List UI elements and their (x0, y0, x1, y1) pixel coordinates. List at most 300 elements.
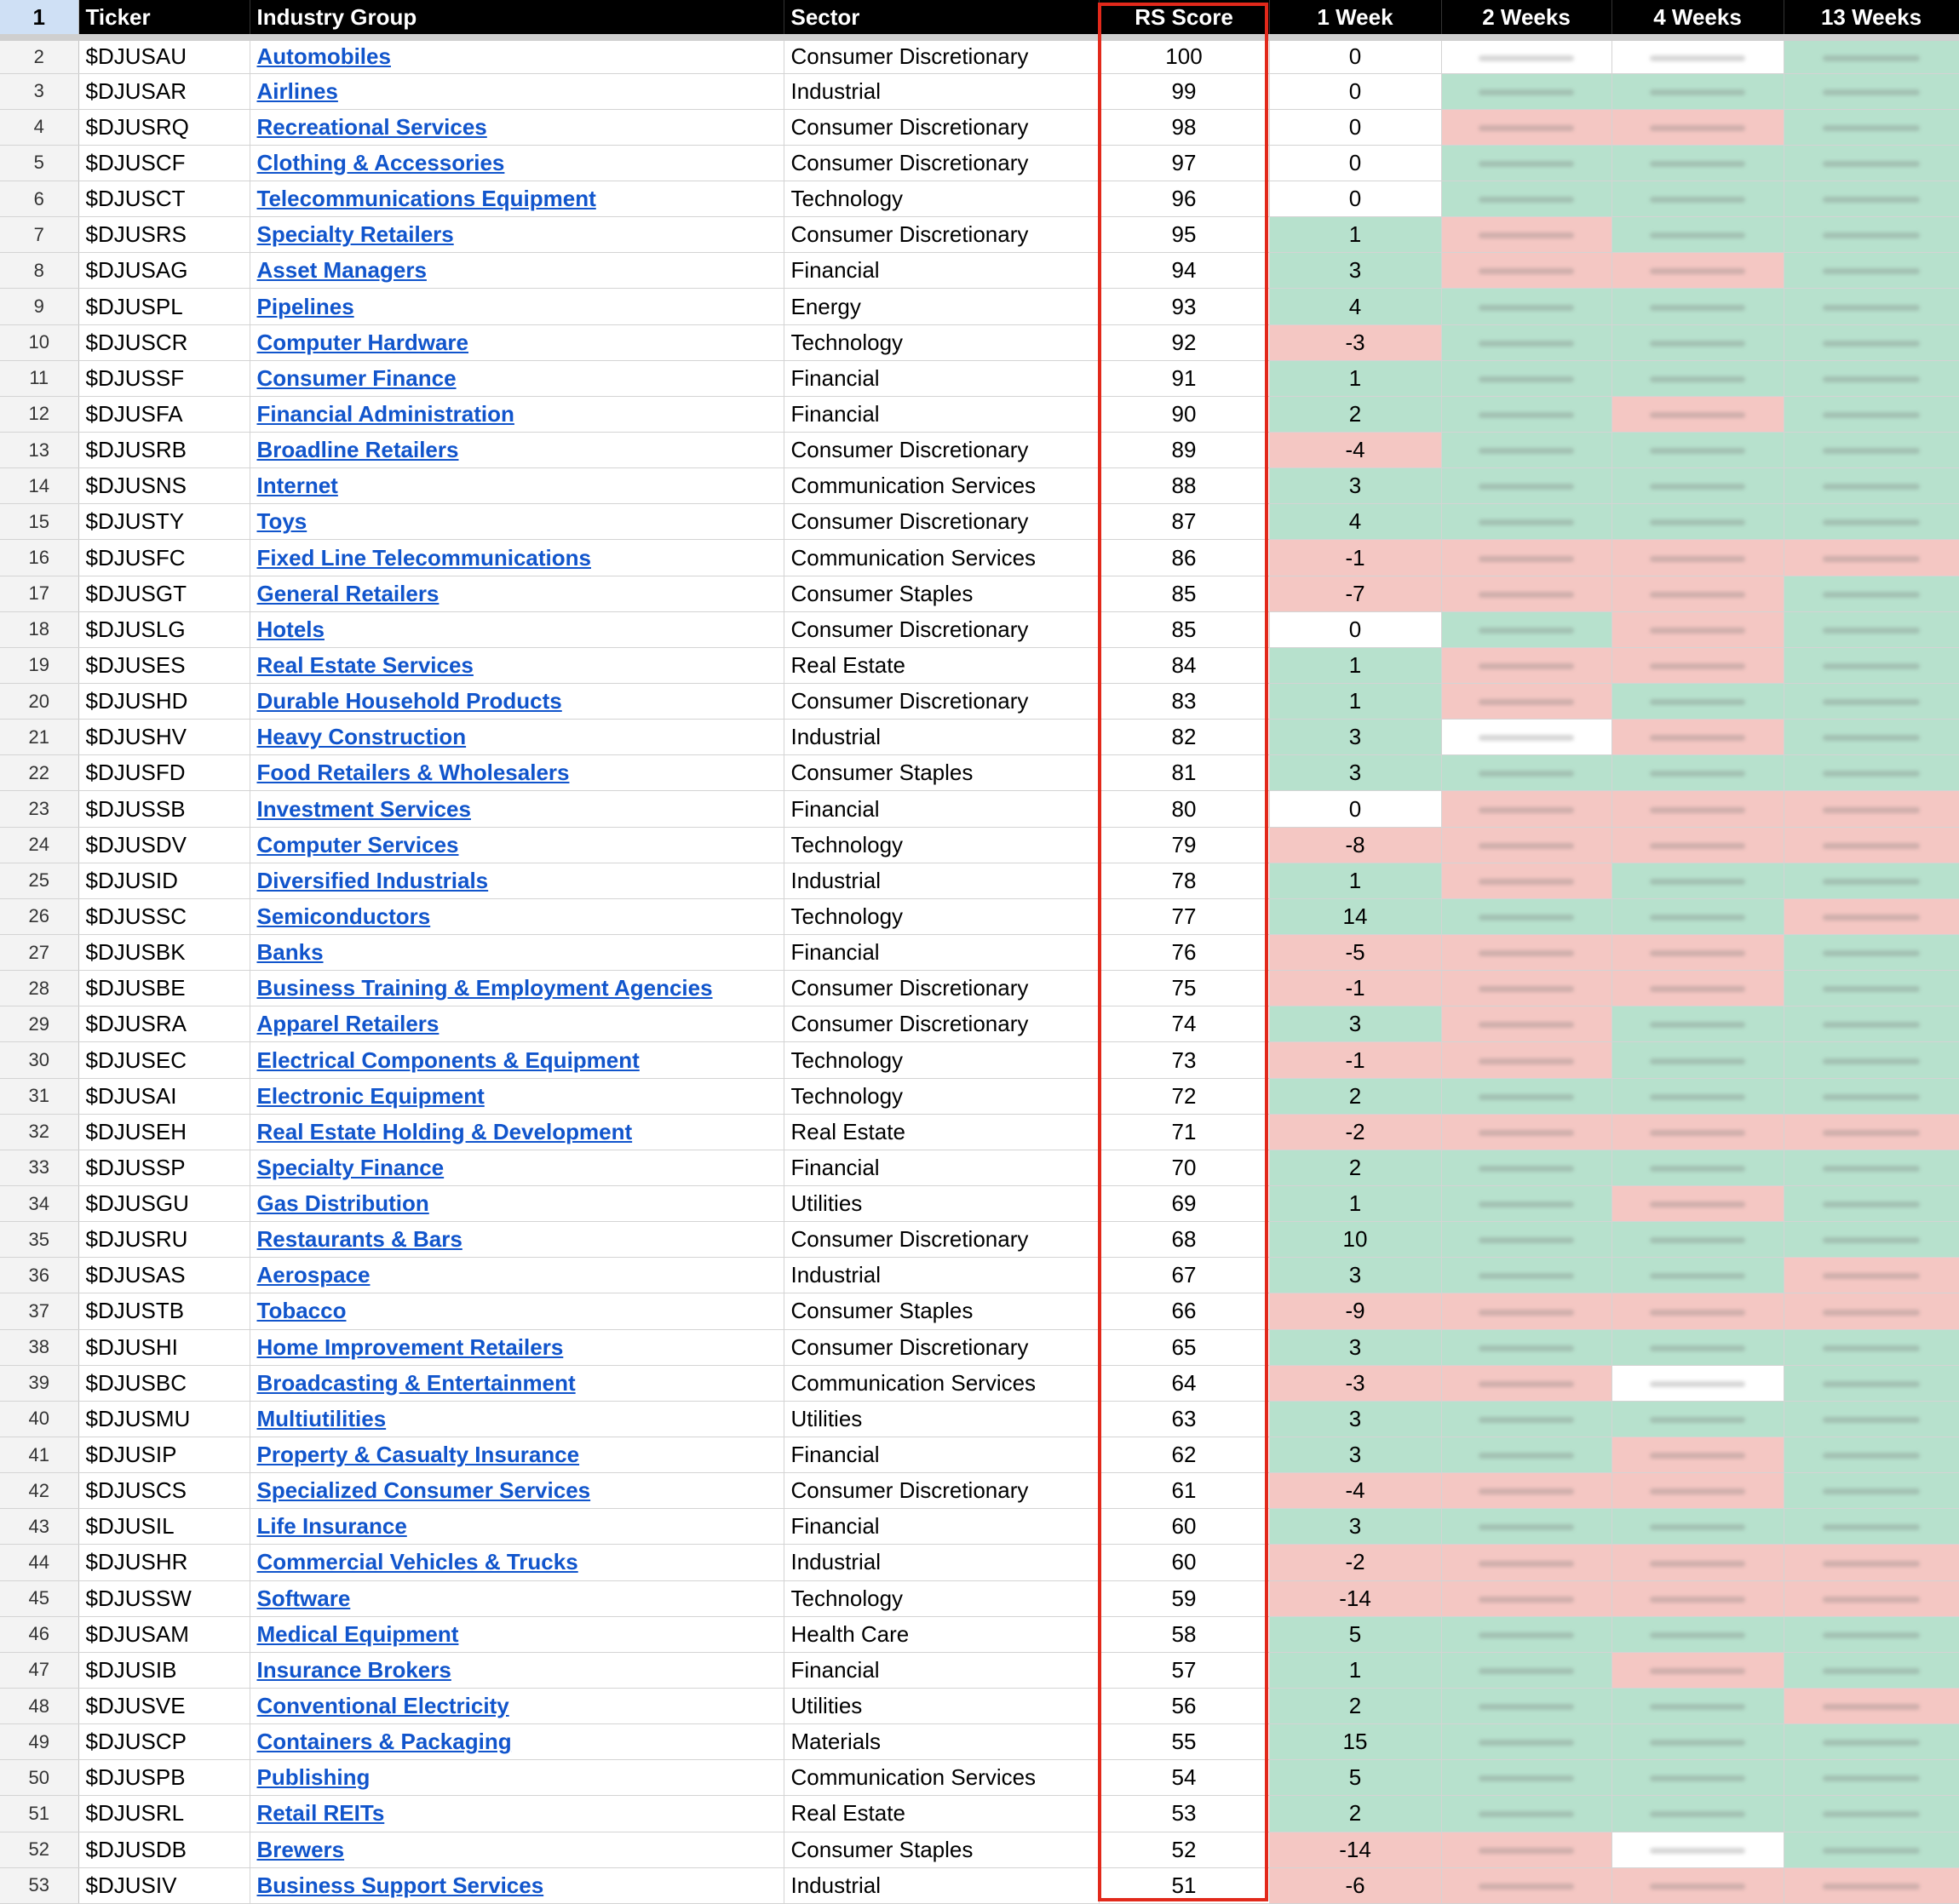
week-1-change-cell[interactable]: 5 (1269, 1760, 1441, 1796)
ticker-cell[interactable]: $DJUSIB (78, 1652, 250, 1688)
table-row[interactable] (0, 1114, 1959, 1150)
rs-score-cell[interactable]: 56 (1099, 1688, 1269, 1723)
rs-score-cell[interactable]: 80 (1099, 791, 1269, 827)
week-13-change-cell-redacted[interactable] (1784, 576, 1959, 611)
rs-score-cell[interactable]: 62 (1099, 1437, 1269, 1472)
sector-cell[interactable]: Financial (784, 1150, 1099, 1185)
rs-score-cell[interactable]: 51 (1099, 1867, 1269, 1903)
industry-group-link[interactable]: Containers & Packaging (256, 1729, 512, 1755)
week-13-change-cell-redacted[interactable] (1784, 73, 1959, 109)
week-4-change-cell-redacted[interactable] (1611, 1580, 1784, 1616)
table-row[interactable] (0, 755, 1959, 791)
row-number[interactable]: 2 (0, 37, 78, 73)
week-1-change-cell[interactable]: 2 (1269, 1150, 1441, 1185)
table-row[interactable] (0, 935, 1959, 971)
table-row[interactable] (0, 1329, 1959, 1365)
week-2-change-cell-redacted[interactable] (1441, 684, 1611, 720)
week-1-change-cell[interactable]: 1 (1269, 360, 1441, 396)
week-2-change-cell-redacted[interactable] (1441, 181, 1611, 217)
ticker-cell[interactable]: $DJUSDV (78, 827, 250, 863)
week-13-change-cell-redacted[interactable] (1784, 1401, 1959, 1437)
rs-score-cell[interactable]: 77 (1099, 898, 1269, 934)
sector-cell[interactable]: Consumer Staples (784, 755, 1099, 791)
row-number[interactable]: 46 (0, 1616, 78, 1652)
week-13-change-cell-redacted[interactable] (1784, 863, 1959, 898)
sector-cell[interactable]: Financial (784, 1652, 1099, 1688)
table-row[interactable] (0, 468, 1959, 504)
week-1-change-cell[interactable]: -14 (1269, 1832, 1441, 1867)
rs-score-cell[interactable]: 88 (1099, 468, 1269, 504)
ticker-cell[interactable]: $DJUSAR (78, 73, 250, 109)
rs-score-cell[interactable]: 57 (1099, 1652, 1269, 1688)
week-13-change-cell-redacted[interactable] (1784, 791, 1959, 827)
industry-group-link[interactable]: Asset Managers (256, 257, 427, 284)
industry-group-link[interactable]: Recreational Services (256, 113, 487, 140)
sector-cell[interactable]: Utilities (784, 1186, 1099, 1222)
week-2-change-cell-redacted[interactable] (1441, 289, 1611, 324)
week-13-change-cell-redacted[interactable] (1784, 1760, 1959, 1796)
ticker-cell[interactable]: $DJUSSB (78, 791, 250, 827)
table-row[interactable] (0, 1042, 1959, 1078)
week-2-change-cell-redacted[interactable] (1441, 324, 1611, 360)
week-13-change-cell-redacted[interactable] (1784, 433, 1959, 468)
sector-cell[interactable]: Financial (784, 935, 1099, 971)
table-row[interactable] (0, 1437, 1959, 1472)
week-13-change-cell-redacted[interactable] (1784, 1832, 1959, 1867)
row-number[interactable]: 44 (0, 1545, 78, 1580)
table-row[interactable] (0, 396, 1959, 432)
industry-group-link[interactable]: Broadline Retailers (256, 437, 459, 463)
sector-cell[interactable]: Consumer Discretionary (784, 971, 1099, 1006)
industry-group-link[interactable]: Business Support Services (256, 1872, 544, 1898)
rs-score-cell[interactable]: 85 (1099, 611, 1269, 647)
week-2-change-cell-redacted[interactable] (1441, 720, 1611, 755)
industry-group-link[interactable]: Home Improvement Retailers (256, 1333, 564, 1360)
rs-score-cell[interactable]: 97 (1099, 145, 1269, 181)
sector-cell[interactable]: Communication Services (784, 540, 1099, 576)
row-number[interactable]: 23 (0, 791, 78, 827)
industry-group-link[interactable]: Heavy Construction (256, 724, 467, 750)
week-4-change-cell-redacted[interactable] (1611, 1437, 1784, 1472)
table-row[interactable] (0, 1150, 1959, 1185)
week-13-change-cell-redacted[interactable] (1784, 1724, 1959, 1760)
week-13-change-cell-redacted[interactable] (1784, 360, 1959, 396)
sector-cell[interactable]: Consumer Discretionary (784, 611, 1099, 647)
table-row[interactable] (0, 1580, 1959, 1616)
week-1-change-cell[interactable]: -1 (1269, 971, 1441, 1006)
week-13-change-cell-redacted[interactable] (1784, 145, 1959, 181)
week-13-change-cell-redacted[interactable] (1784, 1652, 1959, 1688)
week-13-change-cell-redacted[interactable] (1784, 684, 1959, 720)
table-row[interactable] (0, 181, 1959, 217)
week-4-change-cell-redacted[interactable] (1611, 540, 1784, 576)
industry-group-link[interactable]: Real Estate Services (256, 651, 474, 678)
industry-group-link[interactable]: Electrical Components & Equipment (256, 1047, 640, 1073)
ticker-cell[interactable]: $DJUSEH (78, 1114, 250, 1150)
rs-score-cell[interactable]: 72 (1099, 1078, 1269, 1114)
table-row[interactable] (0, 1545, 1959, 1580)
sector-cell[interactable]: Technology (784, 1042, 1099, 1078)
table-row[interactable] (0, 1222, 1959, 1258)
week-13-change-cell-redacted[interactable] (1784, 217, 1959, 253)
industry-group-link[interactable]: Specialty Retailers (256, 221, 454, 248)
row-number[interactable]: 51 (0, 1796, 78, 1832)
ticker-cell[interactable]: $DJUSES (78, 647, 250, 683)
week-1-change-cell[interactable]: 3 (1269, 720, 1441, 755)
table-row[interactable] (0, 1365, 1959, 1401)
industry-group-link[interactable]: Property & Casualty Insurance (256, 1442, 580, 1468)
sector-cell[interactable]: Consumer Staples (784, 576, 1099, 611)
ticker-cell[interactable]: $DJUSRB (78, 433, 250, 468)
column-header-4-weeks[interactable]: 4 Weeks (1611, 0, 1784, 37)
sector-cell[interactable]: Communication Services (784, 468, 1099, 504)
week-4-change-cell-redacted[interactable] (1611, 1114, 1784, 1150)
week-1-change-cell[interactable]: 3 (1269, 1437, 1441, 1472)
ticker-cell[interactable]: $DJUSFD (78, 755, 250, 791)
row-number[interactable]: 34 (0, 1186, 78, 1222)
sector-cell[interactable]: Financial (784, 360, 1099, 396)
week-1-change-cell[interactable]: 3 (1269, 468, 1441, 504)
row-number[interactable]: 3 (0, 73, 78, 109)
week-2-change-cell-redacted[interactable] (1441, 898, 1611, 934)
ticker-cell[interactable]: $DJUSLG (78, 611, 250, 647)
ticker-cell[interactable]: $DJUSCP (78, 1724, 250, 1760)
row-number[interactable]: 10 (0, 324, 78, 360)
industry-group-link[interactable]: Publishing (256, 1764, 371, 1791)
rs-score-cell[interactable]: 55 (1099, 1724, 1269, 1760)
week-4-change-cell-redacted[interactable] (1611, 1832, 1784, 1867)
week-2-change-cell-redacted[interactable] (1441, 1293, 1611, 1329)
table-row[interactable] (0, 1688, 1959, 1723)
week-4-change-cell-redacted[interactable] (1611, 791, 1784, 827)
week-4-change-cell-redacted[interactable] (1611, 433, 1784, 468)
ticker-cell[interactable]: $DJUSAU (78, 37, 250, 73)
week-2-change-cell-redacted[interactable] (1441, 863, 1611, 898)
row-number[interactable]: 16 (0, 540, 78, 576)
table-row[interactable] (0, 863, 1959, 898)
industry-group-link[interactable]: Business Training & Employment Agencies (256, 975, 713, 1001)
week-2-change-cell-redacted[interactable] (1441, 504, 1611, 540)
week-13-change-cell-redacted[interactable] (1784, 755, 1959, 791)
industry-group-link[interactable]: Banks (256, 939, 324, 966)
industry-group-link[interactable]: Broadcasting & Entertainment (256, 1369, 576, 1396)
week-4-change-cell-redacted[interactable] (1611, 1545, 1784, 1580)
industry-group-link[interactable]: Food Retailers & Wholesalers (256, 760, 570, 786)
week-2-change-cell-redacted[interactable] (1441, 611, 1611, 647)
rs-score-cell[interactable]: 59 (1099, 1580, 1269, 1616)
ticker-cell[interactable]: $DJUSGT (78, 576, 250, 611)
industry-group-link[interactable]: Computer Services (256, 831, 459, 857)
table-row[interactable] (0, 504, 1959, 540)
industry-group-link[interactable]: Investment Services (256, 795, 471, 822)
industry-group-link[interactable]: Semiconductors (256, 903, 431, 929)
week-13-change-cell-redacted[interactable] (1784, 898, 1959, 934)
week-2-change-cell-redacted[interactable] (1441, 217, 1611, 253)
table-row[interactable] (0, 1652, 1959, 1688)
sector-cell[interactable]: Real Estate (784, 1114, 1099, 1150)
week-1-change-cell[interactable]: 10 (1269, 1222, 1441, 1258)
week-1-change-cell[interactable]: 3 (1269, 1329, 1441, 1365)
rs-score-cell[interactable]: 71 (1099, 1114, 1269, 1150)
sector-cell[interactable]: Financial (784, 1509, 1099, 1545)
industry-group-link[interactable]: Airlines (256, 77, 338, 104)
week-13-change-cell-redacted[interactable] (1784, 611, 1959, 647)
week-13-change-cell-redacted[interactable] (1784, 1616, 1959, 1652)
ticker-cell[interactable]: $DJUSDB (78, 1832, 250, 1867)
row-number[interactable]: 29 (0, 1006, 78, 1042)
rs-score-cell[interactable]: 65 (1099, 1329, 1269, 1365)
row-number[interactable]: 38 (0, 1329, 78, 1365)
week-13-change-cell-redacted[interactable] (1784, 37, 1959, 73)
week-2-change-cell-redacted[interactable] (1441, 1509, 1611, 1545)
rs-score-cell[interactable]: 74 (1099, 1006, 1269, 1042)
rs-score-cell[interactable]: 94 (1099, 253, 1269, 289)
rs-score-cell[interactable]: 67 (1099, 1258, 1269, 1293)
sector-cell[interactable]: Industrial (784, 863, 1099, 898)
week-4-change-cell-redacted[interactable] (1611, 324, 1784, 360)
rs-score-cell[interactable]: 63 (1099, 1401, 1269, 1437)
ticker-cell[interactable]: $DJUSCR (78, 324, 250, 360)
week-13-change-cell-redacted[interactable] (1784, 1042, 1959, 1078)
table-row[interactable] (0, 109, 1959, 145)
ticker-cell[interactable]: $DJUSBE (78, 971, 250, 1006)
week-4-change-cell-redacted[interactable] (1611, 1760, 1784, 1796)
sector-cell[interactable]: Technology (784, 181, 1099, 217)
week-2-change-cell-redacted[interactable] (1441, 540, 1611, 576)
row-number[interactable]: 4 (0, 109, 78, 145)
ticker-cell[interactable]: $DJUSRU (78, 1222, 250, 1258)
row-number[interactable]: 27 (0, 935, 78, 971)
week-1-change-cell[interactable]: 0 (1269, 791, 1441, 827)
week-1-change-cell[interactable]: 1 (1269, 647, 1441, 683)
week-1-change-cell[interactable]: 2 (1269, 1688, 1441, 1723)
rs-score-cell[interactable]: 98 (1099, 109, 1269, 145)
row-number[interactable]: 25 (0, 863, 78, 898)
week-4-change-cell-redacted[interactable] (1611, 863, 1784, 898)
industry-group-link[interactable]: Medical Equipment (256, 1620, 459, 1647)
week-1-change-cell[interactable]: 3 (1269, 1258, 1441, 1293)
industry-group-link[interactable]: Consumer Finance (256, 364, 457, 391)
ticker-cell[interactable]: $DJUSCS (78, 1473, 250, 1509)
industry-group-link[interactable]: Fixed Line Telecommunications (256, 544, 591, 571)
week-4-change-cell-redacted[interactable] (1611, 181, 1784, 217)
row-number[interactable]: 24 (0, 827, 78, 863)
week-4-change-cell-redacted[interactable] (1611, 289, 1784, 324)
week-13-change-cell-redacted[interactable] (1784, 109, 1959, 145)
row-number[interactable]: 15 (0, 504, 78, 540)
week-4-change-cell-redacted[interactable] (1611, 360, 1784, 396)
rs-score-cell[interactable]: 100 (1099, 37, 1269, 73)
sector-cell[interactable]: Financial (784, 791, 1099, 827)
week-4-change-cell-redacted[interactable] (1611, 971, 1784, 1006)
sector-cell[interactable]: Utilities (784, 1688, 1099, 1723)
week-13-change-cell-redacted[interactable] (1784, 1867, 1959, 1903)
sector-cell[interactable]: Consumer Discretionary (784, 1222, 1099, 1258)
table-row[interactable] (0, 1760, 1959, 1796)
row-number[interactable]: 48 (0, 1688, 78, 1723)
sector-cell[interactable]: Consumer Discretionary (784, 145, 1099, 181)
week-2-change-cell-redacted[interactable] (1441, 576, 1611, 611)
week-4-change-cell-redacted[interactable] (1611, 1329, 1784, 1365)
week-4-change-cell-redacted[interactable] (1611, 898, 1784, 934)
week-13-change-cell-redacted[interactable] (1784, 1509, 1959, 1545)
week-13-change-cell-redacted[interactable] (1784, 1580, 1959, 1616)
row-number[interactable]: 28 (0, 971, 78, 1006)
table-row[interactable] (0, 827, 1959, 863)
rs-score-cell[interactable]: 66 (1099, 1293, 1269, 1329)
rs-score-cell[interactable]: 64 (1099, 1365, 1269, 1401)
week-2-change-cell-redacted[interactable] (1441, 971, 1611, 1006)
sector-cell[interactable]: Communication Services (784, 1365, 1099, 1401)
week-13-change-cell-redacted[interactable] (1784, 1258, 1959, 1293)
table-row[interactable] (0, 576, 1959, 611)
rs-score-cell[interactable]: 60 (1099, 1545, 1269, 1580)
table-row[interactable] (0, 1724, 1959, 1760)
ticker-cell[interactable]: $DJUSRA (78, 1006, 250, 1042)
week-13-change-cell-redacted[interactable] (1784, 1114, 1959, 1150)
column-header-rs-score[interactable]: RS Score (1099, 0, 1269, 37)
week-1-change-cell[interactable]: -6 (1269, 1867, 1441, 1903)
ticker-cell[interactable]: $DJUSAI (78, 1078, 250, 1114)
week-13-change-cell-redacted[interactable] (1784, 540, 1959, 576)
week-13-change-cell-redacted[interactable] (1784, 1186, 1959, 1222)
sector-cell[interactable]: Consumer Discretionary (784, 684, 1099, 720)
rs-score-cell[interactable]: 60 (1099, 1509, 1269, 1545)
ticker-cell[interactable]: $DJUSAS (78, 1258, 250, 1293)
week-1-change-cell[interactable]: 1 (1269, 684, 1441, 720)
table-row[interactable] (0, 684, 1959, 720)
week-2-change-cell-redacted[interactable] (1441, 468, 1611, 504)
ticker-cell[interactable]: $DJUSPL (78, 289, 250, 324)
column-header-13-weeks[interactable]: 13 Weeks (1784, 0, 1959, 37)
week-2-change-cell-redacted[interactable] (1441, 1652, 1611, 1688)
industry-group-link[interactable]: Specialty Finance (256, 1154, 445, 1180)
week-13-change-cell-redacted[interactable] (1784, 1796, 1959, 1832)
rs-score-cell[interactable]: 79 (1099, 827, 1269, 863)
sector-cell[interactable]: Industrial (784, 1545, 1099, 1580)
week-1-change-cell[interactable]: -2 (1269, 1545, 1441, 1580)
sector-cell[interactable]: Materials (784, 1724, 1099, 1760)
table-row[interactable] (0, 720, 1959, 755)
row-number[interactable]: 33 (0, 1150, 78, 1185)
row-number[interactable]: 5 (0, 145, 78, 181)
week-4-change-cell-redacted[interactable] (1611, 1222, 1784, 1258)
table-row[interactable] (0, 1258, 1959, 1293)
table-row[interactable] (0, 898, 1959, 934)
row-number[interactable]: 32 (0, 1114, 78, 1150)
row-number[interactable]: 42 (0, 1473, 78, 1509)
rs-score-cell[interactable]: 70 (1099, 1150, 1269, 1185)
row-number[interactable]: 50 (0, 1760, 78, 1796)
industry-group-link[interactable]: Toys (256, 508, 307, 535)
table-row[interactable] (0, 647, 1959, 683)
week-2-change-cell-redacted[interactable] (1441, 1365, 1611, 1401)
rs-score-cell[interactable]: 75 (1099, 971, 1269, 1006)
row-number[interactable]: 9 (0, 289, 78, 324)
industry-group-link[interactable]: Computer Hardware (256, 329, 468, 355)
week-2-change-cell-redacted[interactable] (1441, 1580, 1611, 1616)
week-4-change-cell-redacted[interactable] (1611, 755, 1784, 791)
sector-cell[interactable]: Consumer Discretionary (784, 1329, 1099, 1365)
ticker-cell[interactable]: $DJUSSF (78, 360, 250, 396)
week-4-change-cell-redacted[interactable] (1611, 720, 1784, 755)
week-1-change-cell[interactable]: 2 (1269, 1078, 1441, 1114)
week-1-change-cell[interactable]: 1 (1269, 1186, 1441, 1222)
week-13-change-cell-redacted[interactable] (1784, 720, 1959, 755)
week-2-change-cell-redacted[interactable] (1441, 433, 1611, 468)
week-2-change-cell-redacted[interactable] (1441, 253, 1611, 289)
sector-cell[interactable]: Technology (784, 898, 1099, 934)
week-13-change-cell-redacted[interactable] (1784, 827, 1959, 863)
week-1-change-cell[interactable]: 4 (1269, 504, 1441, 540)
week-2-change-cell-redacted[interactable] (1441, 1042, 1611, 1078)
rs-score-cell[interactable]: 76 (1099, 935, 1269, 971)
week-2-change-cell-redacted[interactable] (1441, 1006, 1611, 1042)
industry-group-link[interactable]: Brewers (256, 1836, 345, 1862)
column-header-ticker[interactable]: Ticker (78, 0, 250, 37)
industry-group-link[interactable]: Durable Household Products (256, 688, 562, 714)
week-13-change-cell-redacted[interactable] (1784, 1688, 1959, 1723)
table-row[interactable] (0, 611, 1959, 647)
week-1-change-cell[interactable]: 1 (1269, 1652, 1441, 1688)
industry-group-link[interactable]: Electronic Equipment (256, 1082, 485, 1109)
sector-cell[interactable]: Industrial (784, 1258, 1099, 1293)
row-number[interactable]: 47 (0, 1652, 78, 1688)
week-2-change-cell-redacted[interactable] (1441, 791, 1611, 827)
week-13-change-cell-redacted[interactable] (1784, 1365, 1959, 1401)
week-4-change-cell-redacted[interactable] (1611, 827, 1784, 863)
rs-score-cell[interactable]: 95 (1099, 217, 1269, 253)
industry-group-link[interactable]: Pipelines (256, 293, 354, 319)
week-2-change-cell-redacted[interactable] (1441, 827, 1611, 863)
week-4-change-cell-redacted[interactable] (1611, 37, 1784, 73)
sector-cell[interactable]: Financial (784, 253, 1099, 289)
sector-cell[interactable]: Consumer Discretionary (784, 217, 1099, 253)
week-2-change-cell-redacted[interactable] (1441, 1867, 1611, 1903)
week-4-change-cell-redacted[interactable] (1611, 1867, 1784, 1903)
week-2-change-cell-redacted[interactable] (1441, 360, 1611, 396)
week-2-change-cell-redacted[interactable] (1441, 396, 1611, 432)
sector-cell[interactable]: Health Care (784, 1616, 1099, 1652)
week-4-change-cell-redacted[interactable] (1611, 935, 1784, 971)
industry-group-link[interactable]: Internet (256, 473, 338, 499)
table-row[interactable] (0, 1509, 1959, 1545)
row-number[interactable]: 22 (0, 755, 78, 791)
ticker-cell[interactable]: $DJUSTY (78, 504, 250, 540)
industry-group-link[interactable]: Software (256, 1585, 351, 1611)
week-13-change-cell-redacted[interactable] (1784, 1437, 1959, 1472)
week-1-change-cell[interactable]: 0 (1269, 109, 1441, 145)
table-row[interactable] (0, 1832, 1959, 1867)
table-row[interactable] (0, 1473, 1959, 1509)
column-header-2-weeks[interactable]: 2 Weeks (1441, 0, 1611, 37)
week-4-change-cell-redacted[interactable] (1611, 647, 1784, 683)
ticker-cell[interactable]: $DJUSIV (78, 1867, 250, 1903)
week-2-change-cell-redacted[interactable] (1441, 1796, 1611, 1832)
table-row[interactable] (0, 37, 1959, 73)
table-row[interactable] (0, 1186, 1959, 1222)
week-4-change-cell-redacted[interactable] (1611, 145, 1784, 181)
week-13-change-cell-redacted[interactable] (1784, 647, 1959, 683)
rs-score-cell[interactable]: 52 (1099, 1832, 1269, 1867)
week-1-change-cell[interactable]: -4 (1269, 1473, 1441, 1509)
week-4-change-cell-redacted[interactable] (1611, 1724, 1784, 1760)
week-13-change-cell-redacted[interactable] (1784, 1006, 1959, 1042)
row-number[interactable]: 7 (0, 217, 78, 253)
ticker-cell[interactable]: $DJUSFC (78, 540, 250, 576)
row-number[interactable]: 26 (0, 898, 78, 934)
table-row[interactable] (0, 73, 1959, 109)
